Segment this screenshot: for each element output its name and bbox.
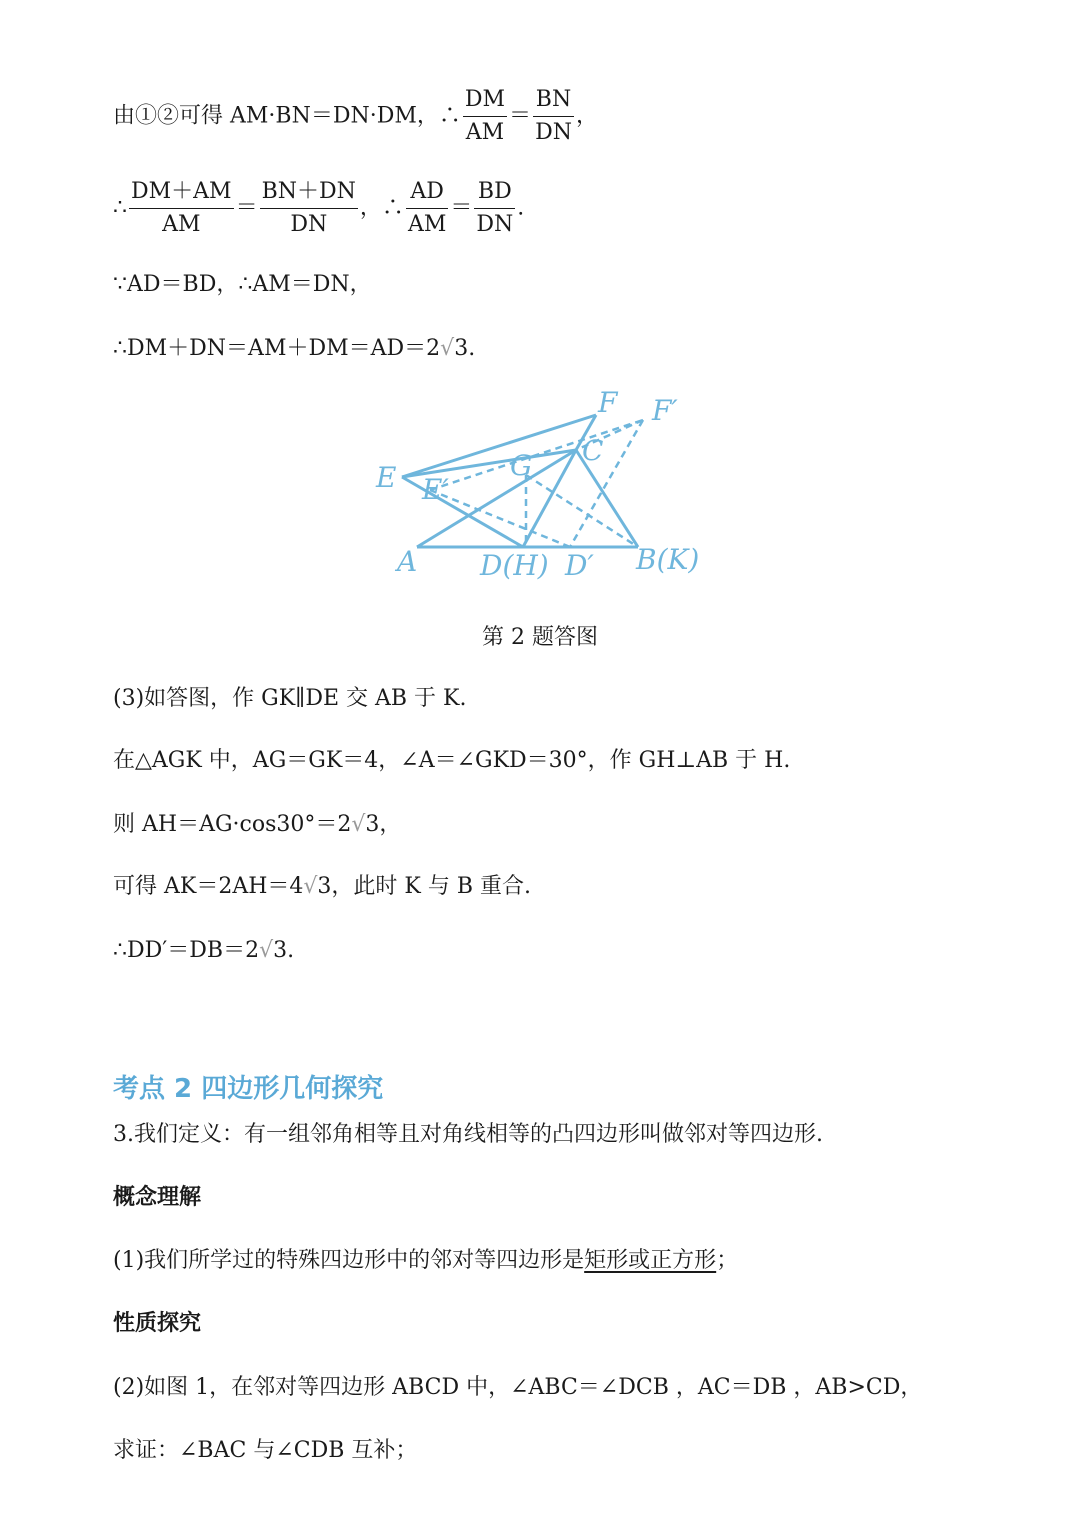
question-3-2-prove: 求证：∠BAC 与∠CDB 互补； (113, 1438, 418, 1463)
property-heading: 性质探究 (113, 1311, 202, 1336)
fraction: $\frac{BN+DN}{DN}$ (261, 179, 356, 237)
fraction: $\frac{BN}{DN}$ (535, 87, 572, 145)
section-title: 考点 2 四边形几何探究 (113, 1074, 384, 1104)
question-3-2: (2)如图 1，在邻对等四边形 ABCD 中，∠ABC＝∠DCB ，AC＝DB ，AB>CD， (113, 1375, 923, 1400)
proof-line-1: 由①②可得 AM·BN＝DN·DM，∴ $\frac{DM}{AM}$ ＝ $\frac{BN}{DN}$ ， (113, 87, 598, 145)
label-F-prime: F′ (652, 394, 678, 427)
label-G: G (510, 449, 533, 482)
question-3-1: (1)我们所学过的特殊四边形中的邻对等四边形是矩形或正方形； (113, 1248, 739, 1273)
sqrt: √3 (303, 874, 332, 899)
segment-E2-F2 (430, 420, 643, 490)
proof-line-2: ∴ $\frac{DM+AM}{AM}$ ＝ $\frac{BN+DN}{DN}$ ，∴ $\frac{AD}{AM}$ ＝ $\frac{BD}{DN}$ . (113, 179, 525, 237)
proof-line-5: (3)如答图，作 GK∥DE 交 AB 于 K. (113, 686, 467, 711)
fraction: $\frac{DM+AM}{AM}$ (131, 179, 232, 237)
concept-heading: 概念理解 (113, 1185, 202, 1210)
proof-line-6: 在△AGK 中，AG＝GK＝4，∠A＝∠GKD＝30°，作 GH⊥AB 于 H. (113, 748, 791, 773)
label-B-K: B(K) (636, 543, 700, 576)
fraction: $\frac{AD}{AM}$ (407, 179, 447, 237)
label-E-prime: E′ (422, 473, 449, 506)
figure-caption: 第 2 题答图 (482, 625, 598, 650)
sqrt: √3 (351, 812, 380, 837)
proof-line-3: ∵AD＝BD，∴AM＝DN， (113, 272, 372, 297)
fraction: $\frac{BD}{DN}$ (476, 179, 514, 237)
question-3: 3.我们定义：有一组邻角相等且对角线相等的凸四边形叫做邻对等四边形. (113, 1122, 823, 1147)
label-D-prime: D′ (565, 549, 594, 582)
proof-line-7: 则 AH＝AG·cos30°＝2√3， (113, 810, 401, 840)
geometry-figure (360, 385, 720, 590)
label-E: E (376, 461, 397, 494)
segment-ED (402, 477, 523, 547)
label-A: A (397, 545, 418, 578)
fraction: $\frac{DM}{AM}$ (464, 87, 506, 145)
proof-line-4: ∴DM＋DN＝AM＋DM＝AD＝2√3. (113, 334, 475, 364)
label-C: C (582, 434, 604, 467)
label-F: F (598, 386, 618, 419)
sqrt: √3 (440, 336, 469, 361)
sqrt: √3 (259, 938, 288, 963)
answer-underlined: 矩形或正方形 (584, 1248, 717, 1273)
label-D-H: D(H) (480, 549, 549, 582)
proof-line-8: 可得 AK＝2AH＝4√3，此时 K 与 B 重合. (113, 872, 531, 902)
proof-line-9: ∴DD′＝DB＝2√3. (113, 936, 294, 966)
